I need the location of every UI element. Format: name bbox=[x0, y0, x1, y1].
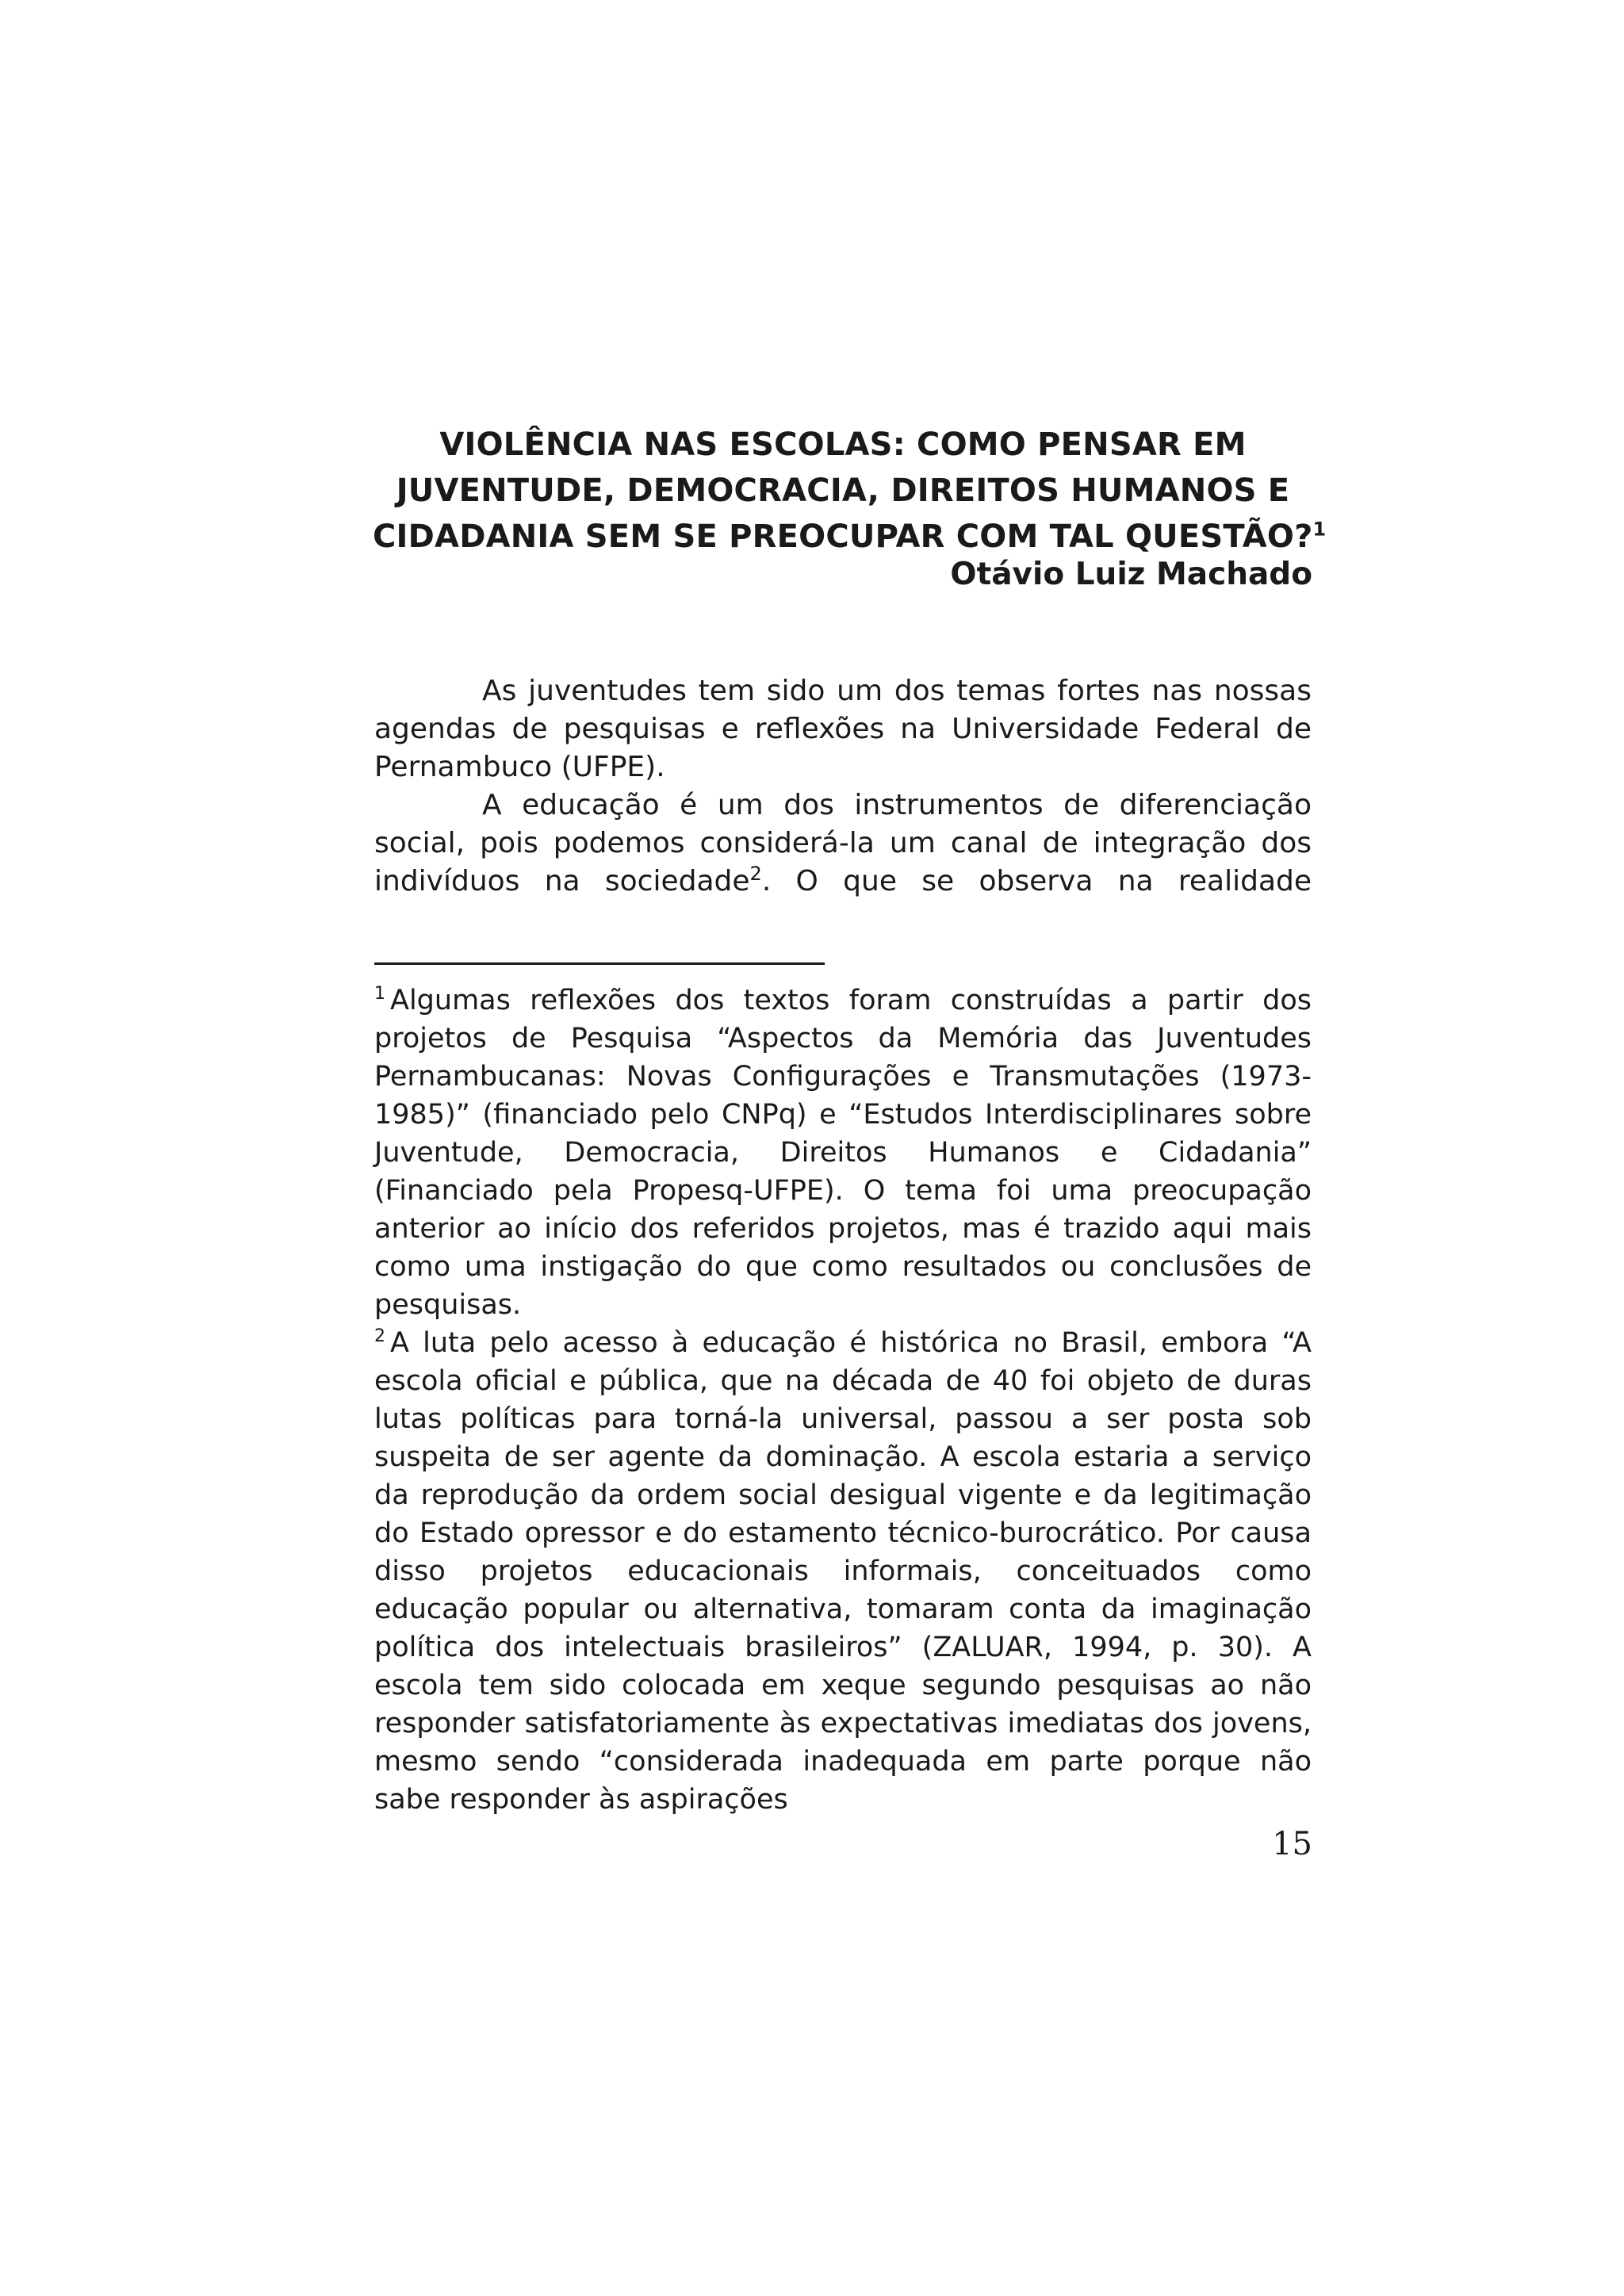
body-paragraph-1: As juventudes tem sido um dos temas fortes nas nossas agendas de pesquisas e reflexões na Universidade Federal de Pernambuco (UFPE). bbox=[374, 675, 1312, 783]
footnote-separator-rule bbox=[374, 962, 825, 965]
body-paragraph-2-text: A educação é um dos instrumentos de diferenciação social, pois podemos considerá-la um canal de integração dos indivíduos na sociedade bbox=[374, 789, 1312, 897]
footnote-1 bbox=[374, 982, 1312, 1324]
footnote-1-number: 1 bbox=[374, 984, 385, 1004]
title-line-3 bbox=[373, 514, 1327, 560]
footnote-2-text: A luta pelo acesso à educação é histórica no Brasil, embora “A escola oficial e pública, que na década de 40 foi objeto de duras lutas políticas para torná-la universal, passou a ser posta sob suspeita de ser agente da dominação. A escola estaria a serviço da reprodução da ordem social desigual vigente e da legitimação do Estado opressor e do estamento técnico-burocrático. Por causa disso projetos educacionais informais, conceituados como educação popular ou alternativa, tomaram conta da imaginação política dos intelectuais brasileiros” (ZALUAR, 1994, p. 30). A escola tem sido colocada em xeque segundo pesquisas ao não responder satisfatoriamente às expectativas imediatas dos jovens, mesmo sendo “considerada inadequada em parte porque não sabe responder às aspirações bbox=[374, 1327, 1312, 1816]
footnote-2 bbox=[374, 1324, 1312, 1819]
body-text bbox=[374, 672, 1312, 901]
footnotes bbox=[374, 982, 1312, 1819]
title-line-3-text: CIDADANIA SEM SE PREOCUPAR COM TAL QUESTÃO? bbox=[373, 519, 1313, 555]
title-footnote-marker: 1 bbox=[1312, 518, 1327, 541]
footnote-2-number: 2 bbox=[374, 1326, 385, 1347]
body-paragraph-2 bbox=[374, 786, 1312, 901]
page-number: 15 bbox=[1272, 1826, 1312, 1862]
author-name: Otávio Luiz Machado bbox=[950, 557, 1312, 592]
body-paragraph-2-continuation: . O que se observa na realidade bbox=[761, 865, 1312, 897]
title-line-2: JUVENTUDE, DEMOCRACIA, DIREITOS HUMANOS E bbox=[396, 473, 1290, 509]
footnote-1-text: Algumas reflexões dos textos foram construídas a partir dos projetos de Pesquisa “Aspectos da Memória das Juventudes Pernambucanas: Novas Configurações e Transmutações (1973-1985)” (financiado pelo CNPq) e “Estudos Interdisciplinares sobre Juventude, Democracia, Direitos Humanos e Cidadania” (Financiado pela Propesq-UFPE). O tema foi uma preocupação anterior ao início dos referidos projetos, mas é trazido aqui mais como uma instigação do que como resultados ou conclusões de pesquisas. bbox=[374, 985, 1312, 1321]
article-title bbox=[373, 422, 1327, 560]
footnote-2-reference: 2 bbox=[749, 863, 762, 885]
title-line-1: VIOLÊNCIA NAS ESCOLAS: COMO PENSAR EM bbox=[439, 427, 1247, 463]
